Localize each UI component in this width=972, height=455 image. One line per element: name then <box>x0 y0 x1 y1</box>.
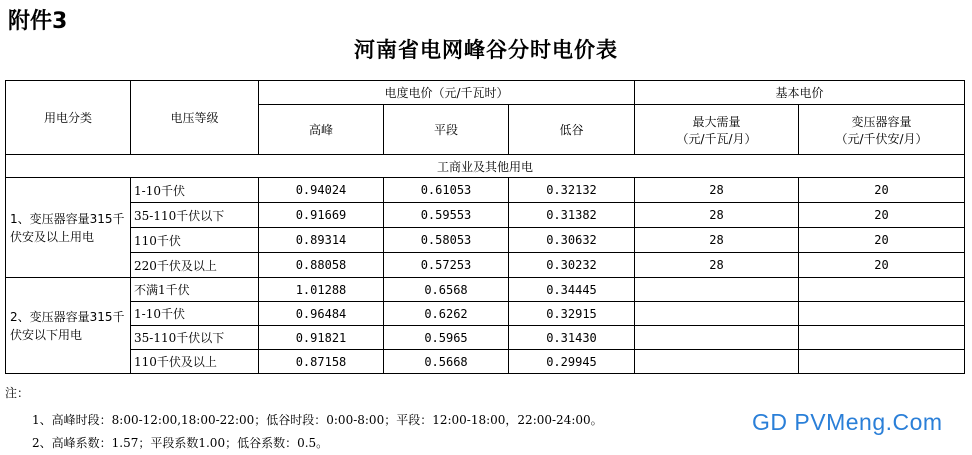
transformer-cell: 20 <box>799 253 965 278</box>
category-cell-2: 2、变压器容量315千伏安以下用电 <box>6 278 131 374</box>
table-row <box>6 326 965 350</box>
peak-cell: 0.94024 <box>259 178 384 203</box>
table-row <box>6 253 965 278</box>
voltage-cell: 220千伏及以上 <box>131 253 259 278</box>
watermark: GD PVMeng.Com <box>752 409 943 435</box>
notes-label: 注： <box>5 386 30 400</box>
header-peak: 高峰 <box>259 105 384 155</box>
table-row <box>6 228 965 253</box>
valley-cell: 0.30632 <box>509 228 635 253</box>
max-demand-cell <box>635 278 799 302</box>
header-max-demand <box>635 105 799 155</box>
flat-cell: 0.5965 <box>384 326 509 350</box>
max-demand-cell <box>635 326 799 350</box>
max-demand-cell: 28 <box>635 203 799 228</box>
transformer-cell <box>799 350 965 374</box>
flat-cell: 0.58053 <box>384 228 509 253</box>
voltage-cell: 35-110千伏以下 <box>131 326 259 350</box>
header-voltage: 电压等级 <box>131 81 259 155</box>
attachment-label: 附件3 <box>8 9 68 34</box>
valley-cell: 0.31430 <box>509 326 635 350</box>
transformer-cell <box>799 326 965 350</box>
peak-cell: 1.01288 <box>259 278 384 302</box>
peak-cell: 0.89314 <box>259 228 384 253</box>
note-item-2: 2、高峰系数：1.57；平段系数1.00；低谷系数：0.5。 <box>32 436 329 450</box>
flat-cell: 0.57253 <box>384 253 509 278</box>
header-energy-price: 电度电价（元/千瓦时） <box>259 81 635 105</box>
table-row <box>6 178 965 203</box>
voltage-cell: 35-110千伏以下 <box>131 203 259 228</box>
valley-cell: 0.30232 <box>509 253 635 278</box>
tariff-table <box>5 80 965 374</box>
max-demand-cell <box>635 302 799 326</box>
max-demand-cell: 28 <box>635 178 799 203</box>
voltage-cell: 110千伏及以上 <box>131 350 259 374</box>
table-row <box>6 350 965 374</box>
header-flat: 平段 <box>384 105 509 155</box>
max-demand-cell: 28 <box>635 253 799 278</box>
voltage-cell: 110千伏 <box>131 228 259 253</box>
peak-cell: 0.87158 <box>259 350 384 374</box>
peak-cell: 0.96484 <box>259 302 384 326</box>
category-cell-1: 1、变压器容量315千伏安及以上用电 <box>6 178 131 278</box>
header-basic-price: 基本电价 <box>635 81 965 105</box>
table-row <box>6 278 965 302</box>
voltage-cell: 1-10千伏 <box>131 302 259 326</box>
flat-cell: 0.59553 <box>384 203 509 228</box>
valley-cell: 0.32132 <box>509 178 635 203</box>
max-demand-cell: 28 <box>635 228 799 253</box>
valley-cell: 0.32915 <box>509 302 635 326</box>
table-row <box>6 302 965 326</box>
transformer-cell: 20 <box>799 228 965 253</box>
header-transformer-title: 变压器容量 <box>851 114 912 129</box>
peak-cell: 0.91821 <box>259 326 384 350</box>
flat-cell: 0.6262 <box>384 302 509 326</box>
transformer-cell: 20 <box>799 203 965 228</box>
valley-cell: 0.29945 <box>509 350 635 374</box>
transformer-cell <box>799 278 965 302</box>
voltage-cell: 不满1千伏 <box>131 278 259 302</box>
header-max-demand-unit: （元/千瓦/月） <box>676 131 757 146</box>
header-transformer <box>799 105 965 155</box>
page-title: 河南省电网峰谷分时电价表 <box>354 38 618 62</box>
header-transformer-unit: （元/千伏安/月） <box>835 131 928 146</box>
peak-cell: 0.88058 <box>259 253 384 278</box>
transformer-cell: 20 <box>799 178 965 203</box>
max-demand-cell <box>635 350 799 374</box>
valley-cell: 0.34445 <box>509 278 635 302</box>
header-category: 用电分类 <box>6 81 131 155</box>
peak-cell: 0.91669 <box>259 203 384 228</box>
transformer-cell <box>799 302 965 326</box>
voltage-cell: 1-10千伏 <box>131 178 259 203</box>
header-max-demand-title: 最大需量 <box>692 114 741 129</box>
note-item-1: 1、高峰时段：8:00-12:00,18:00-22:00；低谷时段：0:00-8:00；平段：12:00-18:00，22:00-24:00。 <box>32 413 603 427</box>
flat-cell: 0.6568 <box>384 278 509 302</box>
flat-cell: 0.5668 <box>384 350 509 374</box>
flat-cell: 0.61053 <box>384 178 509 203</box>
section-header: 工商业及其他用电 <box>6 155 965 178</box>
table-row <box>6 203 965 228</box>
header-valley: 低谷 <box>509 105 635 155</box>
valley-cell: 0.31382 <box>509 203 635 228</box>
